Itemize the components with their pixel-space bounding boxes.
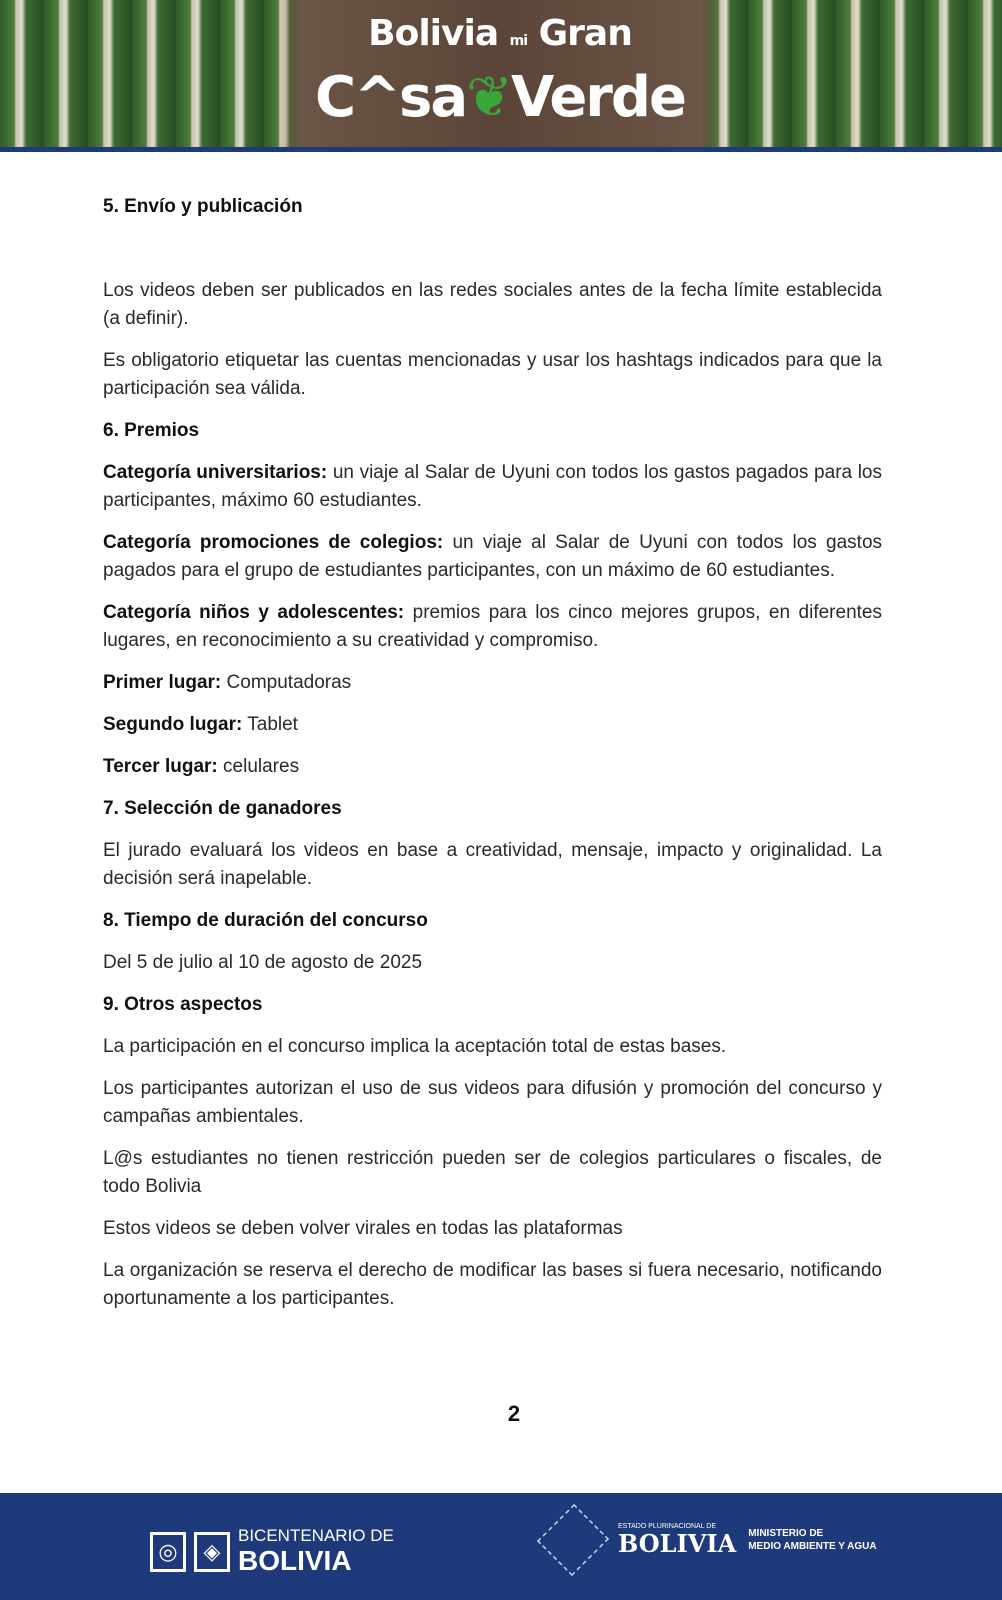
bolivia-text: BOLIVIA (618, 1528, 737, 1558)
ministerio-text: MINISTERIO DE (748, 1528, 824, 1539)
section-heading: 6. Premios (103, 420, 200, 441)
paragraph-text: Estos videos se deben volver virales en todas las plataformas (103, 1218, 623, 1239)
bicentenario-bolivia: BOLIVIA (238, 1544, 352, 1576)
page-number: 2 (507, 1401, 521, 1426)
paragraph-label: Segundo lugar: (103, 714, 243, 735)
header-banner (0, 0, 1002, 152)
paragraph (103, 1215, 882, 1243)
paragraph (103, 1145, 882, 1201)
logo-gran: Gran (538, 13, 632, 54)
campaign-logo (290, 12, 710, 133)
paragraph-text: La organización se reserva el derecho de modificar las bases si fuera necesario, notificando oportunamente a los participantes. (103, 1260, 882, 1309)
paragraph-text: un viaje al Salar de Uyuni con todos los gastos pagados para los participantes, máximo 60 estudiantes. (103, 462, 883, 511)
paragraph (103, 347, 882, 403)
paragraph (103, 459, 882, 515)
paragraph (103, 277, 882, 333)
paragraph (103, 949, 882, 977)
section-heading: 8. Tiempo de duración del concurso (103, 910, 428, 931)
paragraph (103, 753, 882, 781)
logo-bolivia: Bolivia (368, 13, 499, 54)
section-heading: 7. Selección de ganadores (103, 798, 342, 819)
paragraph (103, 837, 882, 893)
bicentenario-logo (150, 1527, 394, 1576)
paragraph-label: Categoría niños y adolescentes: (103, 602, 405, 623)
paragraph (103, 599, 882, 655)
leaf-icon: ❦ (466, 65, 512, 130)
paragraph (103, 669, 882, 697)
paragraph-text: Tablet (242, 714, 298, 735)
paragraph-label: Categoría promociones de colegios: (103, 532, 444, 553)
paragraph-text: El jurado evaluará los videos en base a creatividad, mensaje, impacto y originalidad. La decisión será inapelable. (103, 840, 882, 889)
diamond-icon: ◈ (194, 1532, 230, 1572)
section-heading: 9. Otros aspectos (103, 994, 263, 1015)
paragraph-label: Categoría universitarios: (103, 462, 328, 483)
paragraph-text: premios para los cinco mejores grupos, en diferentes lugares, en reconocimiento a su creatividad y compromiso. (103, 602, 882, 651)
logo-verde: Verde (511, 65, 685, 130)
logo-mi: mi (509, 33, 528, 49)
paragraph-text: Los participantes autorizan el uso de sus videos para difusión y promoción del concurso y campañas ambientales. (103, 1078, 882, 1127)
ministerio-text-2: MEDIO AMBIENTE Y AGUA (748, 1541, 877, 1552)
state-emblem-icon (537, 1504, 609, 1576)
paragraph-text: Del 5 de julio al 10 de agosto de 2025 (103, 952, 423, 973)
paragraph-text: Computadoras (221, 672, 352, 693)
paragraph (103, 1075, 882, 1131)
bicentenario-text: BICENTENARIO DE (238, 1526, 394, 1545)
paragraph-text: La participación en el concurso implica la aceptación total de estas bases. (103, 1036, 727, 1057)
paragraph-text: Es obligatorio etiquetar las cuentas mencionadas y usar los hashtags indicados para que la participación sea válida. (103, 350, 882, 399)
estado-text: ESTADO PLURINACIONAL DE (618, 1522, 717, 1530)
paragraph-label: Primer lugar: (103, 672, 222, 693)
paragraph-text: L@s estudiantes no tienen restricción pueden ser de colegios particulares o fiscales, de todo Bolivia (103, 1148, 882, 1197)
logo-casa: C^sa (314, 65, 467, 130)
paragraph-text: Los videos deben ser publicados en las redes sociales antes de la fecha límite establecida (a definir). (103, 280, 882, 329)
paragraph-label: Tercer lugar: (103, 756, 218, 777)
spiral-icon: ◎ (150, 1532, 186, 1572)
document-body (103, 193, 882, 1327)
paragraph (103, 1033, 882, 1061)
paragraph (103, 1257, 882, 1313)
paragraph-text: celulares (217, 756, 300, 777)
ministerio-logo (540, 1505, 877, 1575)
footer (0, 1493, 1002, 1600)
paragraph (103, 529, 882, 585)
paragraph (103, 711, 882, 739)
paragraph-text: un viaje al Salar de Uyuni con todos los gastos pagados para el grupo de estudiantes participantes, con un máximo de 60 estudiantes. (103, 532, 883, 581)
section-heading: 5. Envío y publicación (103, 196, 303, 217)
